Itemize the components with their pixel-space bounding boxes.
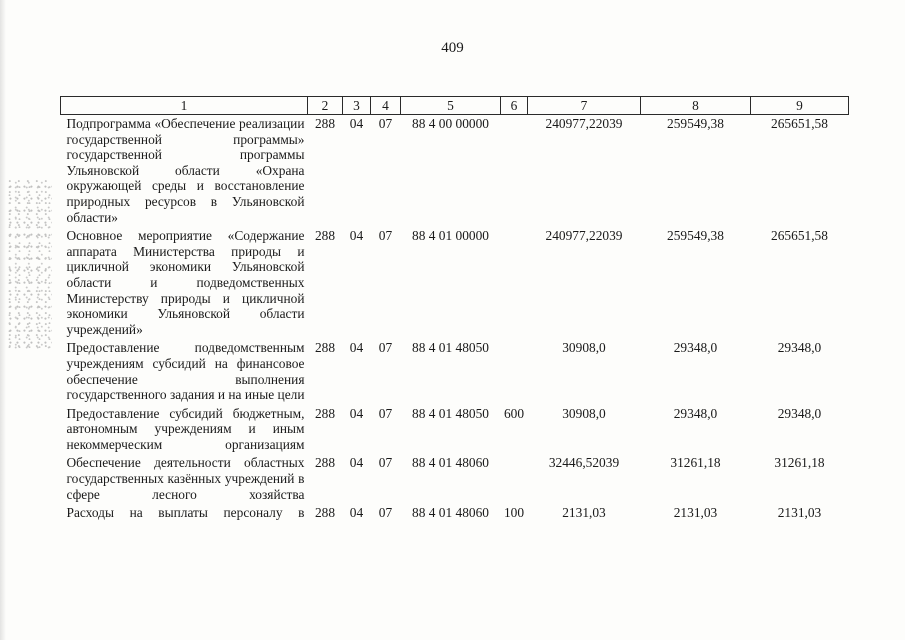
row-value-8: 259549,38: [667, 116, 724, 131]
budget-table: [60, 96, 849, 523]
row-name: Обеспечение деятельности областных государственных казённых учреждений в сфере лесного хозяйства: [66, 455, 305, 502]
row-value-7: 240977,22039: [545, 228, 623, 244]
row-code-2: 288: [314, 116, 336, 131]
row-code-6: [501, 454, 528, 504]
table-row: [61, 115, 849, 228]
row-code-4: 07: [378, 116, 393, 131]
page-number: 409: [441, 40, 464, 56]
row-code-4: 07: [378, 340, 393, 356]
table-row: [61, 339, 849, 404]
row-name: Расходы на выплаты персоналу в: [66, 505, 305, 521]
header-row: [61, 97, 849, 115]
row-value-7: 30908,0: [562, 405, 606, 421]
row-name: Предоставление подведомственным учреждениям субсидий на финансовое обеспечение выполнения государственного задания и на иные цели: [66, 340, 305, 403]
row-value-7: 32446,52039: [548, 455, 620, 471]
table-row: [61, 504, 849, 523]
row-code-3: 04: [349, 116, 364, 131]
row-code-2: 288: [314, 340, 336, 356]
header-col-6: 6: [501, 97, 528, 115]
row-code-3: 04: [349, 340, 364, 356]
row-value-7: 2131,03: [562, 505, 606, 521]
row-value-8: 29348,0: [673, 405, 718, 421]
row-code-4: 07: [378, 455, 393, 471]
row-code-6: [501, 339, 528, 404]
row-code-5: 88 4 01 48050: [412, 340, 489, 356]
header-col-3: 3: [343, 97, 371, 115]
header-col-5: 5: [401, 97, 501, 115]
row-code-4: 07: [378, 228, 393, 244]
scan-speckle-artifact: [8, 180, 52, 350]
row-code-6: 600: [503, 405, 525, 421]
table-row: [61, 405, 849, 455]
row-code-3: 04: [349, 455, 364, 471]
scan-edge-shadow: [0, 0, 6, 640]
row-code-2: 288: [314, 505, 336, 521]
row-value-9: 31261,18: [774, 455, 825, 471]
table-row: [61, 454, 849, 504]
row-value-8: 2131,03: [673, 505, 718, 521]
header-col-1: 1: [61, 97, 308, 115]
header-col-7: 7: [528, 97, 641, 115]
row-name: Предоставление субсидий бюджетным, автономным учреждениям и иным некоммерческим организациям: [66, 405, 305, 452]
header-col-4: 4: [371, 97, 401, 115]
row-value-7: 30908,0: [562, 340, 606, 356]
row-code-2: 288: [314, 228, 336, 244]
row-code-5: 88 4 01 48050: [412, 405, 489, 421]
row-value-8: 31261,18: [670, 455, 721, 471]
row-code-3: 04: [349, 228, 364, 244]
row-name: Подпрограмма «Обеспечение реализации государственной программы» государственной программы Ульяновской области «Охрана окружающей среды и восстановление природных ресурсов в Ульяновской области»: [66, 116, 305, 225]
row-code-5: 88 4 01 48060: [412, 455, 489, 471]
row-value-9: 265651,58: [771, 116, 828, 131]
row-value-8: 29348,0: [673, 340, 718, 356]
row-code-6: [501, 115, 528, 228]
row-code-5: 88 4 00 00000: [412, 116, 489, 131]
row-name: Основное мероприятие «Содержание аппарата Министерства природы и цикличной экономики Ульяновской области и подведомственных Министерству природы и цикличной экономики Ульяновской области учреждений»: [66, 228, 305, 337]
header-col-9: 9: [751, 97, 849, 115]
row-code-4: 07: [378, 405, 393, 421]
row-code-2: 288: [314, 405, 336, 421]
header-col-2: 2: [308, 97, 343, 115]
row-value-8: 259549,38: [667, 228, 724, 244]
row-value-9: 2131,03: [777, 505, 822, 521]
row-code-5: 88 4 01 48060: [412, 505, 489, 521]
row-value-9: 29348,0: [777, 340, 822, 356]
row-code-3: 04: [349, 405, 364, 421]
row-code-3: 04: [349, 505, 364, 521]
row-code-4: 07: [378, 505, 393, 521]
table-row: [61, 227, 849, 339]
row-code-2: 288: [314, 455, 336, 471]
row-value-9: 265651,58: [771, 228, 828, 244]
row-code-6: 100: [503, 505, 525, 521]
row-code-6: [501, 227, 528, 339]
header-col-8: 8: [641, 97, 751, 115]
row-code-5: 88 4 01 00000: [412, 228, 489, 244]
row-value-7: 240977,22039: [545, 116, 623, 131]
row-value-9: 29348,0: [777, 405, 822, 421]
